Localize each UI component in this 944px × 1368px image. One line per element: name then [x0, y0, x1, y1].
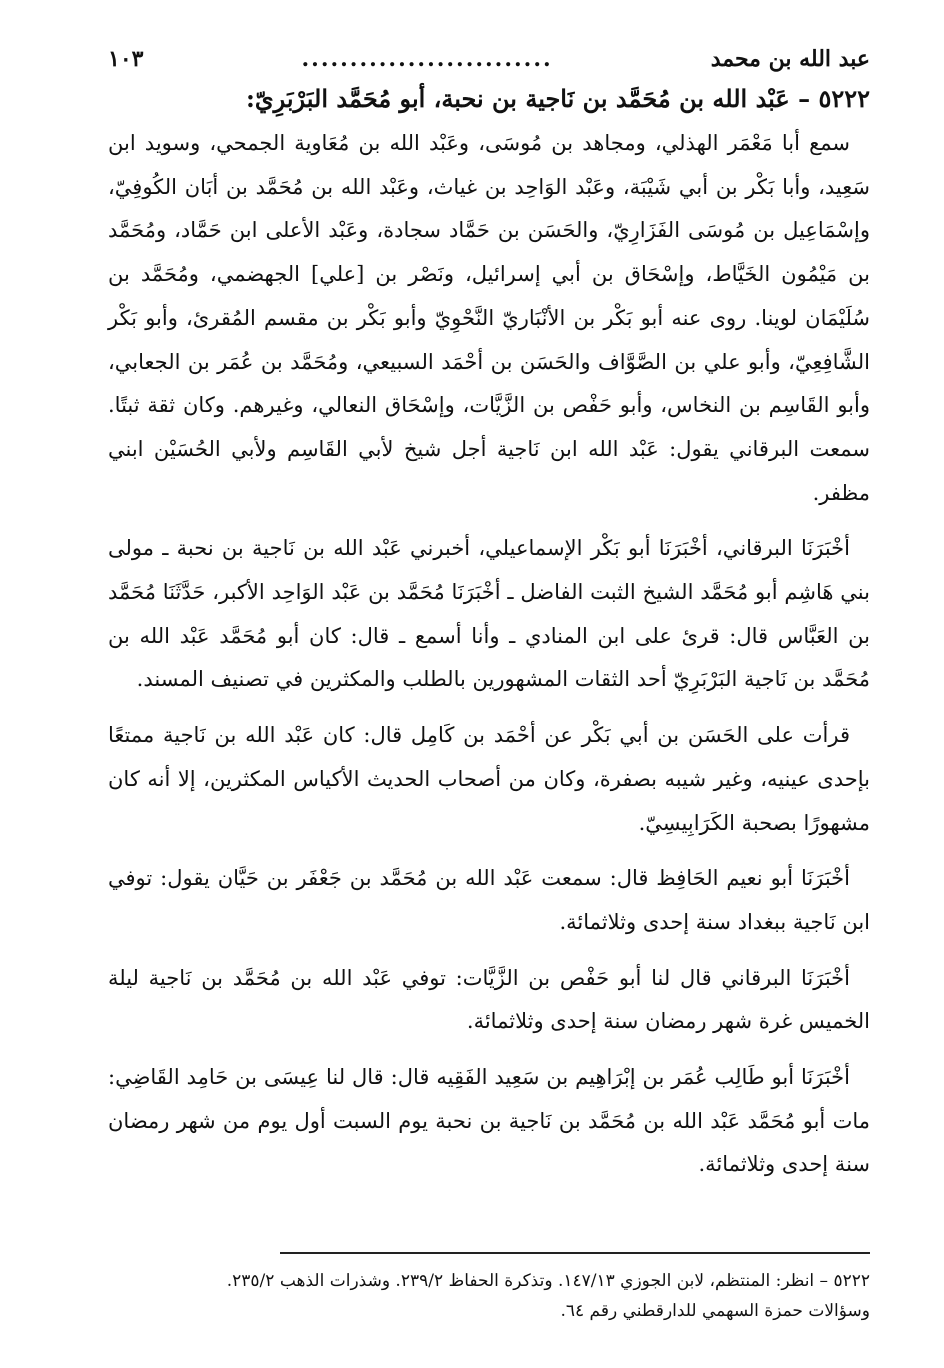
running-title: عبد الله بن محمد: [710, 46, 870, 72]
paragraph-isnad-5: أخْبَرَنَا أبو طَالِب عُمَر بن إبْرَاهِيم بن سَعِيد الفَقِيه قال: قال لنا عِيسَى بن حَامِد القَاضِي: مات أبو مُحَمَّد عَبْد الله بن مُحَمَّد بن نَاجية بن نحبة يوم السبت أول يوم من شهر رمضان سنة إحدى وثلاثمائة.: [108, 1065, 870, 1177]
footnote-divider: [280, 1252, 870, 1254]
paragraph-biography: سمع أبا مَعْمَر الهذلي، ومجاهد بن مُوسَى، وعَبْد الله بن مُعَاوية الجمحي، وسويد ابن سَعِيد، وأبا بَكْر بن أبي شَيْبَة، وعَبْد الوَاحِد بن غياث، وعَبْد الله بن مُحَمَّد بن أبَان الكُوفِيّ، وإسْمَاعِيل بن مُوسَى الفَزَارِيّ، والحَسَن بن حَمَّاد سجادة، وعَبْد الأعلى ابن حَمَّاد، ومُحَمَّد بن مَيْمُون الخَيَّاط، وإسْحَاق بن أبي إسرائيل، ونَصْر بن [علي] الجهضمي، ومُحَمَّد بن سُلَيْمَان لوينا. روى عنه أبو بَكْر بن الأنْبَاريّ النَّحْوِيّ وأبو بَكْر بن مقسم المُقرئ، وأبو بَكْر الشَّافِعِيّ، وأبو علي بن الصَّوَّاف والحَسَن بن أحْمَد السبيعي، ومُحَمَّد بن عُمَر بن الجعابي، وأبو القَاسِم بن النخاس، وأبو حَفْص بن الزَّيَّات، وإسْحَاق النعالي، وغيرهم. وكان ثقة ثبتًا. سمعت البرقاني يقول: عَبْد الله ابن نَاجية أجل شيخ لأبي القَاسِم ولأبي الحُسَيْن ابني مظفر.: [108, 131, 870, 505]
paragraph-isnad-4: أخْبَرَنَا البرقاني قال لنا أبو حَفْص بن الزَّيَّات: توفي عَبْد الله بن مُحَمَّد بن نَاجية ليلة الخميس غرة شهر رمضان سنة إحدى وثلاثمائة.: [108, 965, 870, 1034]
paragraph-isnad-1: أخْبَرَنَا البرقاني، أخْبَرَنَا أبو بَكْر الإسماعيلي، أخبرني عَبْد الله بن نَاجية بن نحبة ـ مولى بني هَاشِم أبو مُحَمَّد الشيخ الثبت الفاضل ـ أخْبَرَنَا مُحَمَّد بن عَبْد الوَاحِد الأكبر، حَدَّثَنَا مُحَمَّد بن العَبَّاس قال: قرئ على ابن المنادي ـ وأنا أسمع ـ قال: كان أبو مُحَمَّد عَبْد الله بن مُحَمَّد بن نَاجية البَرْبَرِيّ أحد الثقات المشهورين بالطلب والمكثرين في تصنيف المسند.: [108, 536, 870, 692]
footnote-line-1: ٥٢٢٢ – انظر: المنتظم، لابن الجوزي ١٤٧/١٣. وتذكرة الحفاظ ٢٣٩/٢. وشذرات الذهب ٢٣٥/٢.: [226, 1271, 870, 1291]
paragraph-isnad-2: قرأت على الحَسَن بن أبي بَكْر عن أحْمَد بن كَامِل قال: كان عَبْد الله بن نَاجية ممتعًا بإحدى عينيه، وغير شيبه بصفرة، وكان من أصحاب الحديث الأكياس المكثرين، إلا أنه كان مشهورًا بصحبة الكَرَابِيسِيّ.: [108, 723, 870, 835]
paragraph-isnad-3: أخْبَرَنَا أبو نعيم الحَافِظ قال: سمعت عَبْد الله بن مُحَمَّد بن جَعْفَر بن حَيَّان يقول: توفي ابن نَاجية ببغداد سنة إحدى وثلاثمائة.: [108, 866, 870, 934]
footnote: [108, 1266, 870, 1326]
page-number: ١٠٣: [108, 46, 144, 72]
page-body: [108, 42, 870, 1187]
footnote-line-2: وسؤالات حمزة السهمي للدارقطني رقم ٦٤.: [560, 1301, 870, 1321]
header-dots: ..........................: [301, 46, 553, 72]
running-header: [108, 42, 870, 76]
entry-title: ٥٢٢٢ – عَبْد الله بن مُحَمَّد بن نَاجية بن نحبة، أبو مُحَمَّد البَرْبَرِيّ:: [245, 84, 870, 113]
